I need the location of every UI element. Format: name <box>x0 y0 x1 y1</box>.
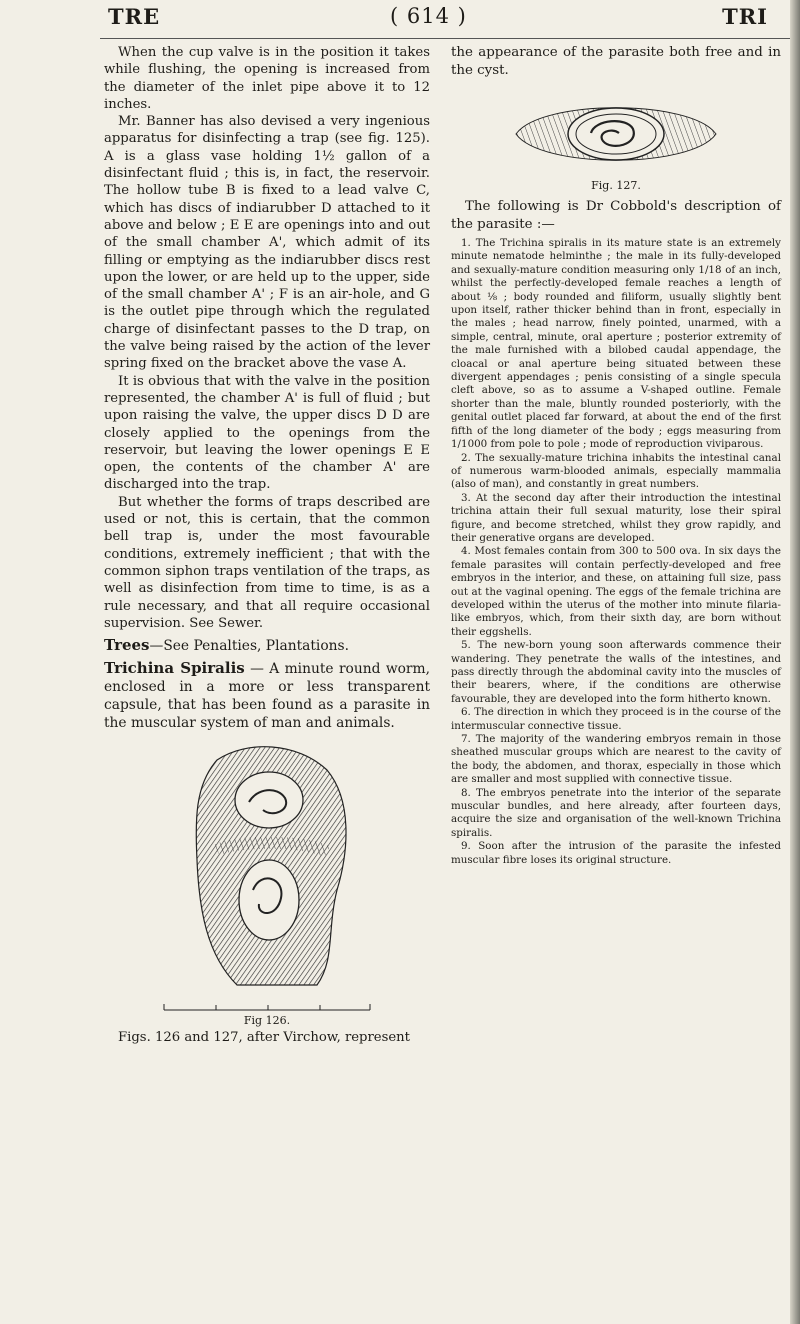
paragraph: But whether the forms of traps described are used or not, this is certain, that the common bell trap is, under the most favourable conditions, extremely inefficient ; that with the common siphon traps ventilation of the traps, as well as disinfection from time to time, is as a rule necessary, and that all require occasional supervision. See Sewer. <box>104 494 430 631</box>
list-item: 9. Soon after the intrusion of the parasite the infested muscular fibre loses its original structure. <box>451 840 781 866</box>
continued-paragraph: the appearance of the parasite both free and in the cyst. <box>451 45 781 78</box>
entry-trees-body: —See Penalties, Plantations. <box>149 638 349 655</box>
description-intro: The following is Dr Cobbold's description of the parasite :— <box>451 199 781 232</box>
header-rule <box>100 38 790 39</box>
running-header <box>108 4 768 34</box>
figure-scale-bar <box>162 1002 372 1014</box>
figure-126-cyst-illustration <box>177 740 357 1002</box>
list-item: 6. The direction in which they proceed is in the course of the intermuscular connective tissue. <box>451 706 781 732</box>
page-edge-shadow <box>790 0 800 1324</box>
list-item: 5. The new-born young soon afterwards commence their wandering. They penetrate the walls of the intestines, and pass directly through the abdominal cavity into the muscles of their bearers, where, if the conditions are otherwise favourable, they are developed into the form hitherto known. <box>451 639 781 705</box>
list-item: 4. Most females contain from 300 to 500 ova. In six days the female parasites will contain perfectly-developed and free embryos in the interior, and these, on attaining full size, pass out at the vaginal opening. The eggs of the female trichina are developed within the uterus of the mother into minute filaria-like embryos, which, from their sixth day, are born without their eggshells. <box>451 545 781 638</box>
entry-trichina-body: — A minute round worm, enclosed in a more or less transparent capsule, that has been found as a parasite in the muscular system of man and animals. <box>104 661 430 732</box>
figures-caption-text: Figs. 126 and 127, after Virchow, represent <box>118 1030 410 1046</box>
paragraph: When the cup valve is in the position it takes while flushing, the opening is increased from the diameter of the inlet pipe above it to 12 inches. <box>104 45 430 112</box>
right-column <box>451 44 781 867</box>
entry-trichina <box>104 659 430 732</box>
list-item: 1. The Trichina spiralis in its mature state is an extremely minute nematode helminthe ; the male in its fully-developed and sexually-mature condition measuring only 1/18 of an inch, whilst the perfectly-developed female reaches a length of about ⅛ ; body rounded and filiform, usually slightly bent upon itself, rather thicker behind than in front, especially in the males ; head narrow, finely pointed, unarmed, with a simple, central, minute, oral aperture ; posterior extremity of the male furnished with a bilobed caudal appendage, the cloacal or anal aperture being situated between these divergent appendages ; penis consisting of a single specula cleft above, so as to assume a V-shaped outline. Female shorter than the male, bluntly rounded posteriorly, with the genital outlet placed far forward, at about the end of the first fifth of the long diameter of the body ; eggs measuring from 1/1000 from pole to pole ; mode of reproduction viviparous. <box>451 237 781 451</box>
list-item: 2. The sexually-mature trichina inhabits the intestinal canal of numerous warm-blooded animals, especially mammalia (also of man), and constantly in great numbers. <box>451 451 781 491</box>
header-right-word: TRI <box>722 4 768 29</box>
list-item: 8. The embryos penetrate into the interior of the separate muscular bundles, and here already, after fourteen days, acquire the size and organisation of the well-known Trichina spiralis. <box>451 786 781 839</box>
entry-trees <box>104 636 430 655</box>
header-left-word: TRE <box>108 4 161 29</box>
figure-127-cyst-illustration <box>511 89 721 179</box>
page-number: ( 614 ) <box>390 4 467 28</box>
list-item: 7. The majority of the wandering embryos remain in those sheathed muscular groups which are nearest to the cavity of the body, the abdomen, and thorax, especially in those which are smaller and most supplied with connective tissue. <box>451 733 781 786</box>
paragraph: It is obvious that with the valve in the position represented, the chamber A' is full of fluid ; but upon raising the valve, the upper discs D D are closely applied to the openings from the reservoir, but leaving the lower openings E E open, the contents of the chamber A' are discharged into the trap. <box>104 373 430 493</box>
figure-126-caption: Fig 126. <box>243 1014 291 1028</box>
figure-127-caption: Fig. 127. <box>591 179 641 192</box>
left-column <box>104 44 430 1046</box>
paragraph: Mr. Banner has also devised a very ingenious apparatus for disinfecting a trap (see fig. 125). A is a glass vase holding 1½ gallon of a disinfectant fluid ; this is, in fact, the reservoir. The hollow tube B is fixed to a lead valve C, which has discs of indiarubber D attached to it above and below ; E E are openings into and out of the small chamber A', which admit of its filling or emptying as the indiarubber discs rest upon the lower, or are held up to the upper, side of the small chamber A' ; F is an air-hole, and G is the outlet pipe through which the regulated charge of disinfectant passes to the D trap, on the valve being raised by the action of the lever spring fixed on the bracket above the vase A. <box>104 114 430 372</box>
headword-trichina: Trichina Spiralis <box>104 659 245 678</box>
list-item: 3. At the second day after their introduction the intestinal trichina attain their full sexual maturity, lose their spiral figure, and become stretched, whilst they grow rapidly, and their generative organs are developed. <box>451 491 781 544</box>
headword-trees: Trees <box>104 636 150 655</box>
description-list <box>451 237 781 867</box>
